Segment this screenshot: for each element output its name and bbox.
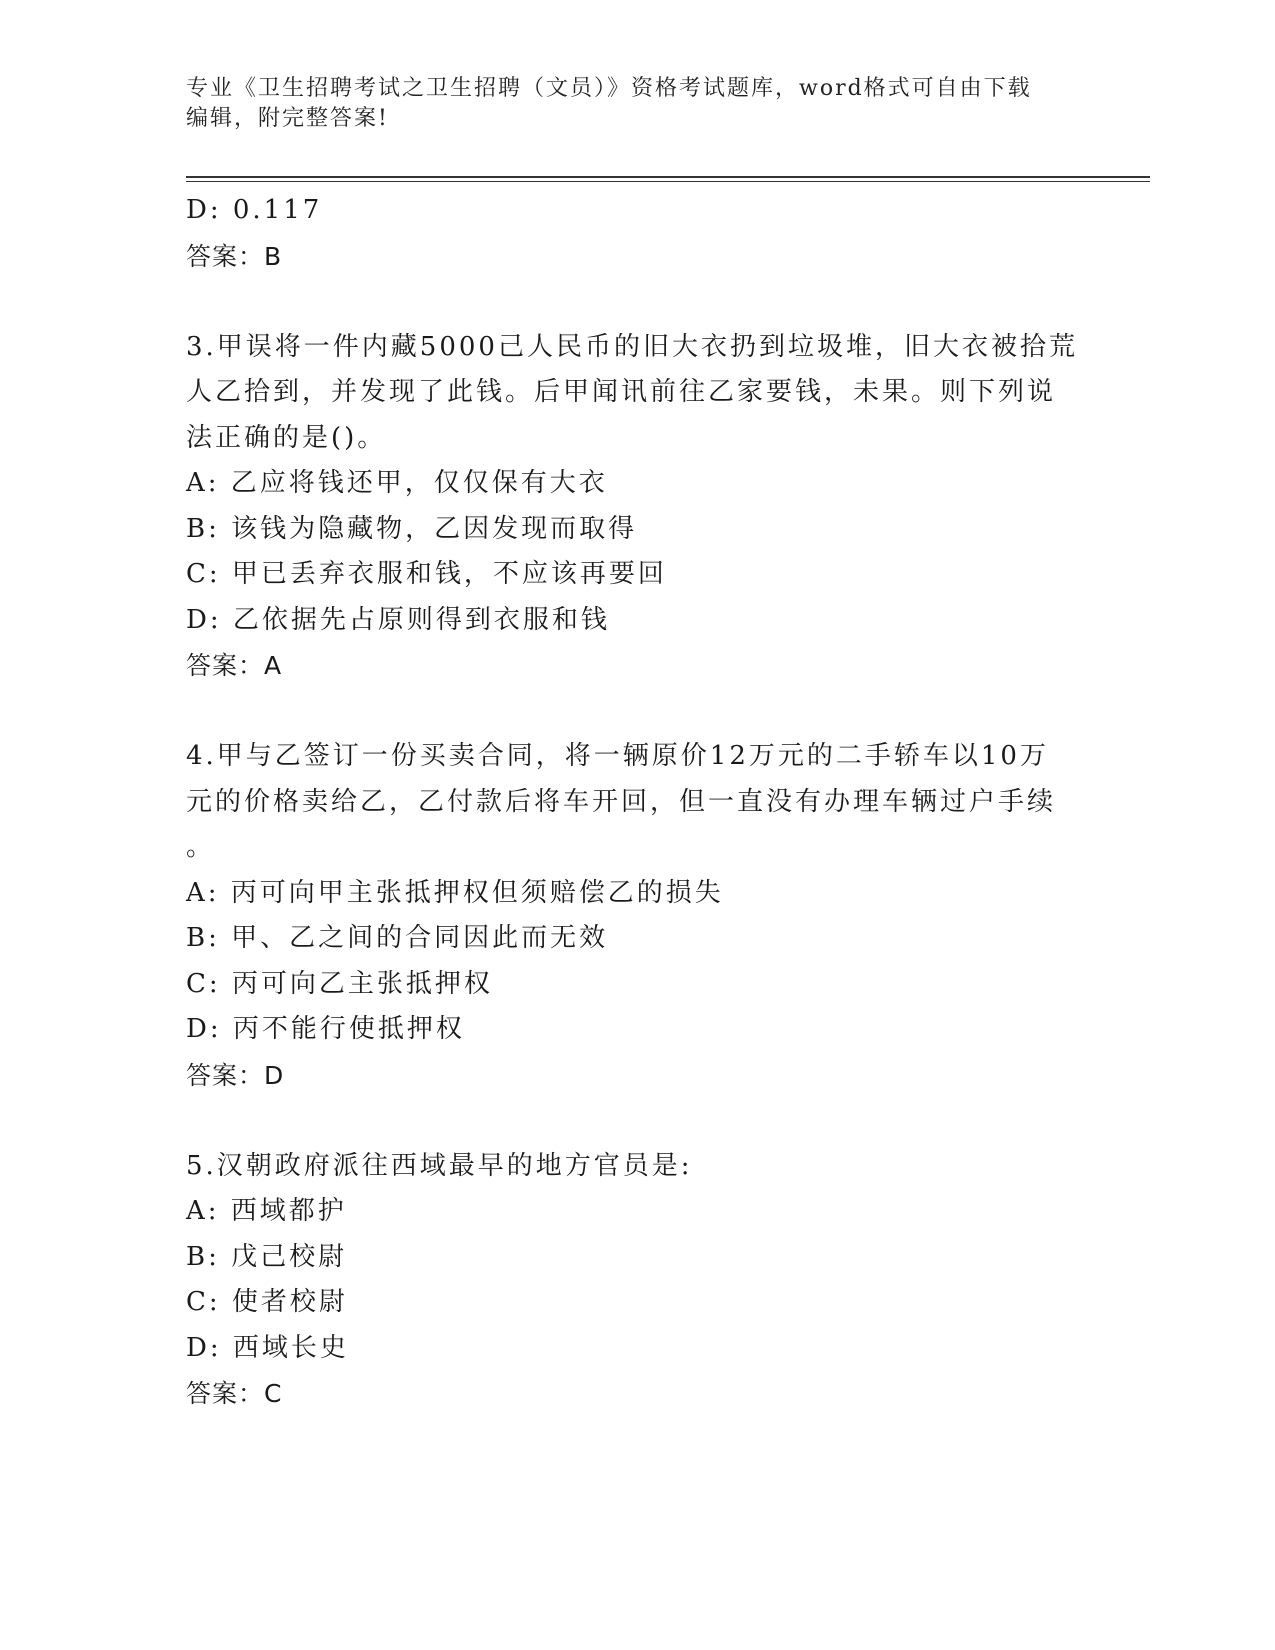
option-a: A: 乙应将钱还甲，仅仅保有大衣 (186, 468, 608, 498)
header-divider-thin (186, 181, 1150, 182)
header-line-1: 专业《卫生招聘考试之卫生招聘（文员）》资格考试题库，word格式可自由下载 (186, 76, 1032, 101)
question-stem: 。 (186, 832, 216, 862)
question-stem: 人乙拾到，并发现了此钱。后甲闻讯前往乙家要钱，未果。则下列说 (186, 377, 1057, 407)
page-header (186, 74, 1066, 134)
option-d: D: 乙依据先占原则得到衣服和钱 (186, 604, 610, 635)
question-stem: 5.汉朝政府派往西域最早的地方官员是: (186, 1150, 693, 1181)
answer-line: 答案：C (186, 1379, 283, 1408)
question-stem: 3.甲误将一件内藏5000己人民币的旧大衣扔到垃圾堆，旧大衣被拾荒 (186, 331, 1078, 362)
answer-line: 答案：D (186, 1060, 285, 1090)
spacer (186, 279, 1086, 325)
page-content (186, 188, 1086, 1417)
question-5 (186, 1144, 1086, 1417)
answer-line: 答案：B (186, 241, 283, 271)
question-4 (186, 734, 1086, 1098)
question-stem: 元的价格卖给乙，乙付款后将车开回，但一直没有办理车辆过户手续 (186, 786, 1057, 817)
question-stem: 4.甲与乙签订一份买卖合同，将一辆原价12万元的二手轿车以10万 (186, 741, 1049, 771)
option-c: C: 甲已丢弃衣服和钱，不应该再要回 (186, 559, 667, 589)
question-3 (186, 325, 1086, 689)
option-d: D: 0.117 (186, 195, 323, 225)
header-line-2: 编辑，附完整答案! (186, 106, 389, 131)
spacer (186, 689, 1086, 735)
option-c: C: 使者校尉 (186, 1287, 348, 1317)
option-a: A: 西域都护 (186, 1196, 347, 1226)
answer-line: 答案：A (186, 651, 283, 680)
option-b: B: 该钱为隐藏物，乙因发现而取得 (186, 513, 638, 544)
option-b: B: 甲、乙之间的合同因此而无效 (186, 923, 609, 953)
option-b: B: 戊己校尉 (186, 1241, 348, 1272)
spacer (186, 1098, 1086, 1144)
question-stem: 法正确的是()。 (186, 422, 387, 453)
header-divider (186, 176, 1150, 178)
option-a: A: 丙可向甲主张抵押权但须赔偿乙的损失 (186, 877, 724, 908)
option-c: C: 丙可向乙主张抵押权 (186, 968, 493, 999)
option-d: D: 丙不能行使抵押权 (186, 1014, 465, 1044)
option-d: D: 西域长史 (186, 1332, 349, 1363)
